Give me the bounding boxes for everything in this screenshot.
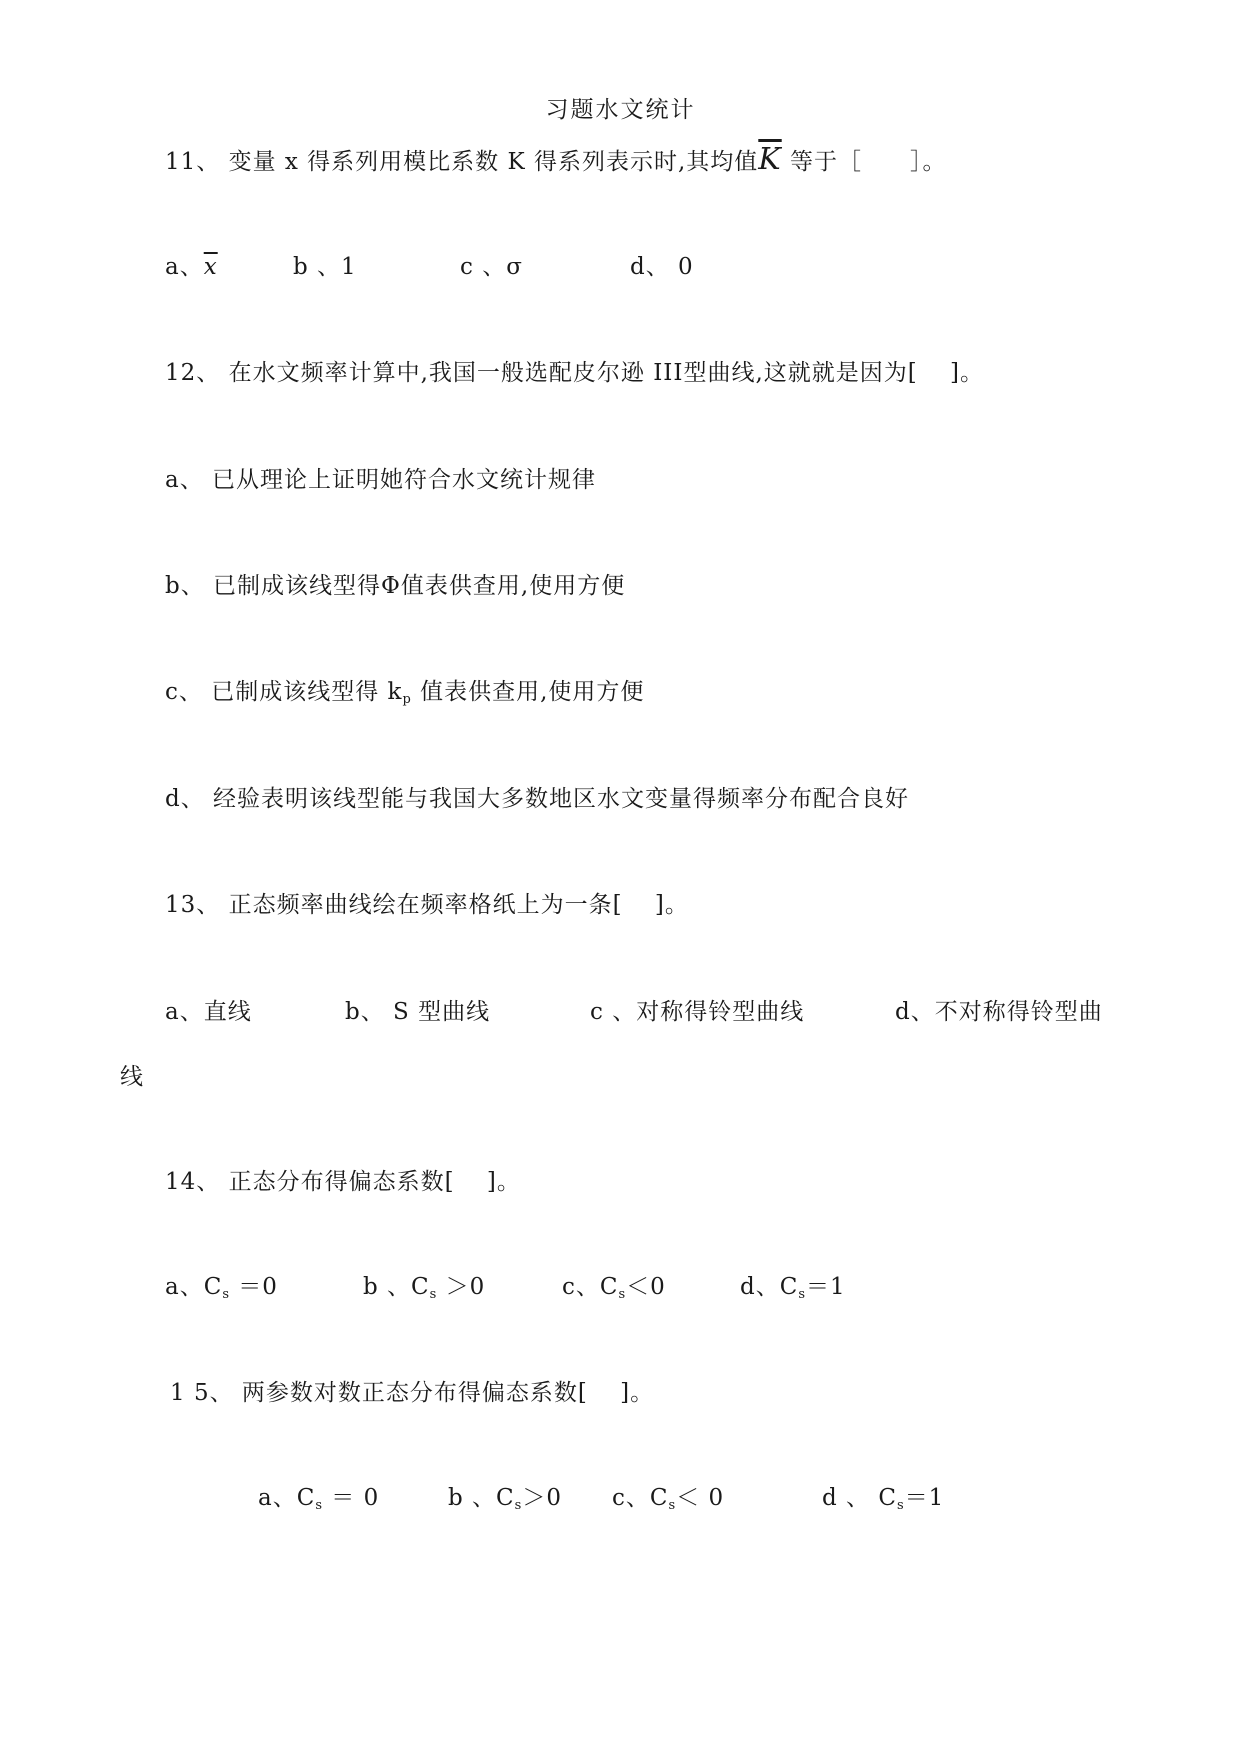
q11-option-b: b 、1 [293, 254, 357, 280]
q14-c-sub: s [618, 1287, 627, 1302]
q13-option-a: a、直线 [165, 999, 252, 1025]
q15-c-pre: c、C [612, 1485, 669, 1511]
question-11 [165, 142, 947, 177]
q14-c-post: ＜0 [626, 1274, 666, 1300]
q15-option-c [612, 1483, 724, 1513]
q12-option-c-text: c、 已制成该线型得 k [165, 679, 403, 705]
q15-b-sub: s [514, 1498, 523, 1513]
q15-d-pre: d 、 C [822, 1485, 897, 1511]
q15-option-b [448, 1483, 562, 1513]
page-title: 习题水文统计 [545, 97, 696, 123]
q14-d-pre: d、C [740, 1274, 799, 1300]
q14-d-post: ＝1 [806, 1274, 846, 1300]
q15-b-pre: b 、C [448, 1485, 515, 1511]
q15-a-post: ＝ 0 [322, 1485, 380, 1511]
q15-d-post: ＝1 [904, 1485, 945, 1511]
question-11-text-after: 等于［ ］。 [790, 149, 947, 175]
q13-option-c: c 、对称得铃型曲线 [590, 999, 805, 1025]
k-bar-symbol: $\overline{K}$ [758, 142, 782, 177]
q14-d-sub: s [798, 1287, 806, 1302]
q14-a-post: ＝0 [229, 1274, 278, 1300]
q11-option-d: d、 0 [630, 254, 694, 280]
question-12: 12、 在水文频率计算中,我国一般选配皮尔逊 IIⅠ型曲线,这就就是因为[ ]。 [165, 360, 985, 386]
q14-option-d [740, 1272, 846, 1302]
question-15: 1 5、 两参数对数正态分布得偏态系数[ ]。 [170, 1380, 655, 1406]
q14-option-c [562, 1272, 666, 1302]
q14-b-sub: s [429, 1287, 438, 1302]
q12-option-c-text-after: 值表供查用,使用方便 [411, 679, 645, 705]
q15-option-a [258, 1483, 379, 1513]
q13-option-d: d、不对称得铃型曲 [895, 999, 1103, 1025]
q15-a-pre: a、C [258, 1485, 316, 1511]
q13-option-d-wrap: 线 [120, 1064, 144, 1090]
q15-c-sub: s [668, 1498, 677, 1513]
q15-c-post: ＜ 0 [676, 1485, 725, 1511]
q14-b-post: ＞0 [437, 1274, 486, 1300]
q11-option-a-label: a、 [165, 254, 204, 280]
q11-option-c: c 、σ [460, 254, 523, 280]
q13-option-b: b、 S 型曲线 [345, 999, 491, 1025]
q15-a-sub: s [315, 1498, 323, 1513]
q14-a-sub: s [222, 1287, 230, 1302]
q11-option-a [165, 252, 218, 282]
q12-option-c [165, 677, 644, 707]
question-14: 14、 正态分布得偏态系数[ ]。 [165, 1169, 521, 1195]
q12-option-d: d、 经验表明该线型能与我国大多数地区水文变量得频率分布配合良好 [165, 786, 910, 812]
q15-d-sub: s [896, 1498, 905, 1513]
q12-option-a: a、 已从理论上证明她符合水文统计规律 [165, 467, 597, 493]
question-11-text: 11、 变量 x 得系列用模比系数 K 得系列表示时,其均值 [165, 149, 759, 175]
q14-b-pre: b 、C [363, 1274, 430, 1300]
q14-option-b [363, 1272, 485, 1302]
q12-option-c-sub: p [402, 692, 412, 707]
q14-a-pre: a、C [165, 1274, 223, 1300]
q14-option-a [165, 1272, 278, 1302]
q14-c-pre: c、C [562, 1274, 619, 1300]
q12-option-b: b、 已制成该线型得Φ值表供查用,使用方便 [165, 573, 626, 599]
x-bar-symbol: $\overline{x}$ [203, 254, 218, 280]
q15-option-d [822, 1483, 944, 1513]
q15-b-post: ＞0 [522, 1485, 562, 1511]
question-13: 13、 正态频率曲线绘在频率格纸上为一条[ ]。 [165, 892, 689, 918]
